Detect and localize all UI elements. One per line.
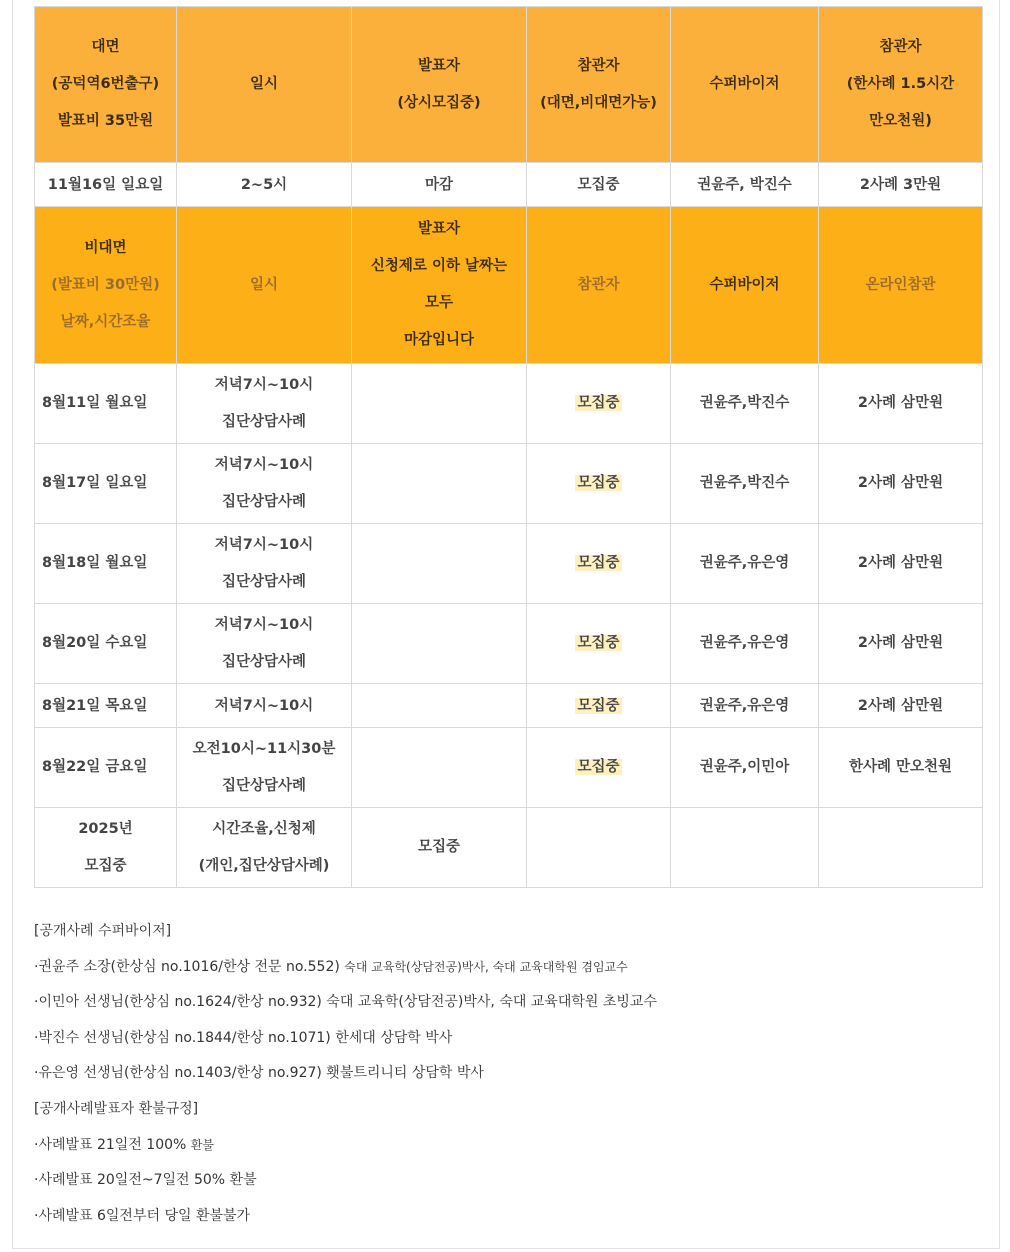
cell-time: 2~5시: [177, 163, 352, 207]
offline-header-row: [35, 7, 983, 163]
online-header-row: [35, 207, 983, 364]
cell-time: 시간조율,신청제 (개인,집단상담사례): [177, 808, 352, 888]
online-row: [35, 604, 983, 684]
cell-presenter: [352, 728, 527, 808]
header-supervisor: 수퍼바이저: [671, 7, 819, 163]
cell-date: 8월11일 월요일: [35, 364, 177, 444]
cell-date: 8월18일 월요일: [35, 524, 177, 604]
notes-section: [34, 916, 974, 1236]
cell-observer: 모집중: [527, 163, 671, 207]
cell-supervisor: 권윤주,유은영: [671, 524, 819, 604]
header-presenter: 발표자 신청제로 이하 날짜는 모두 마감입니다: [352, 207, 527, 364]
cell-presenter: [352, 604, 527, 684]
header-online-label: 비대면 (발표비 30만원) 날짜,시간조율: [35, 207, 177, 364]
header-datetime: 일시: [177, 207, 352, 364]
cell-fee: 2사례 삼만원: [819, 444, 983, 524]
refund-item: ·사례발표 21일전 100% 환불: [34, 1136, 214, 1153]
cell-date: 8월20일 수요일: [35, 604, 177, 684]
recruit-row: [35, 808, 983, 888]
cell-supervisor: 권윤주,유은영: [671, 684, 819, 728]
cell-supervisor: 권윤주, 박진수: [671, 163, 819, 207]
cell-time: 저녁7시~10시 집단상담사례: [177, 364, 352, 444]
header-offline-label: 대면 (공덕역6번출구) 발표비 35만원: [35, 7, 177, 163]
online-row: [35, 524, 983, 604]
cell-observer: 모집중: [527, 728, 671, 808]
cell-observer: 모집중: [527, 604, 671, 684]
supervisor-item: ·유은영 선생님(한상심 no.1403/한상 no.927) 횃불트리니티 상담학 박사: [34, 1065, 484, 1082]
supervisor-title: [공개사례 수퍼바이저]: [34, 923, 172, 939]
cell-time: 저녁7시~10시 집단상담사례: [177, 604, 352, 684]
cell-date: 11월16일 일요일: [35, 163, 177, 207]
cell-supervisor: 권윤주,유은영: [671, 604, 819, 684]
cell-fee: 2사례 삼만원: [819, 604, 983, 684]
supervisor-item: ·이민아 선생님(한상심 no.1624/한상 no.932) 숙대 교육학(상담전공)박사, 숙대 교육대학원 초빙교수: [34, 994, 657, 1011]
cell-supervisor: 권윤주,박진수: [671, 364, 819, 444]
cell-date: 8월21일 목요일: [35, 684, 177, 728]
cell-year: 2025년 모집중: [35, 808, 177, 888]
cell-presenter: [352, 364, 527, 444]
refund-item: ·사례발표 20일전~7일전 50% 환불: [34, 1172, 257, 1189]
cell-supervisor: [671, 808, 819, 888]
header-datetime: 일시: [177, 7, 352, 163]
header-observer-fee: 참관자 (한사례 1.5시간 만오천원): [819, 7, 983, 163]
cell-fee: [819, 808, 983, 888]
header-presenter: 발표자 (상시모집중): [352, 7, 527, 163]
cell-fee: 2사례 삼만원: [819, 524, 983, 604]
supervisor-item: ·박진수 선생님(한상심 no.1844/한상 no.1071) 한세대 상담학 박사: [34, 1029, 453, 1046]
cell-supervisor: 권윤주,박진수: [671, 444, 819, 524]
cell-observer: 모집중: [527, 684, 671, 728]
online-row: [35, 728, 983, 808]
refund-item: ·사례발표 6일전부터 당일 환불불가: [34, 1207, 251, 1224]
cell-date: 8월17일 일요일: [35, 444, 177, 524]
cell-observer: 모집중: [527, 364, 671, 444]
online-row: [35, 444, 983, 524]
cell-time: 저녁7시~10시: [177, 684, 352, 728]
cell-presenter: 모집중: [352, 808, 527, 888]
online-row: [35, 684, 983, 728]
cell-presenter: [352, 444, 527, 524]
cell-date: 8월22일 금요일: [35, 728, 177, 808]
cell-fee: 한사례 만오천원: [819, 728, 983, 808]
cell-time: 저녁7시~10시 집단상담사례: [177, 444, 352, 524]
cell-time: 저녁7시~10시 집단상담사례: [177, 524, 352, 604]
schedule-table: [34, 6, 983, 888]
cell-presenter: [352, 524, 527, 604]
header-online-observer: 온라인참관: [819, 207, 983, 364]
header-observer: 참관자: [527, 207, 671, 364]
offline-row: [35, 163, 983, 207]
cell-supervisor: 권윤주,이민아: [671, 728, 819, 808]
supervisor-item: ·권윤주 소장(한상심 no.1016/한상 전문 no.552) 숙대 교육학(상담전공)박사, 숙대 교육대학원 겸임교수: [34, 958, 628, 975]
cell-fee: 2사례 삼만원: [819, 364, 983, 444]
online-row: [35, 364, 983, 444]
cell-presenter: 마감: [352, 163, 527, 207]
cell-observer: 모집중: [527, 524, 671, 604]
cell-presenter: [352, 684, 527, 728]
header-supervisor: 수퍼바이저: [671, 207, 819, 364]
refund-title: [공개사례발표자 환불규정]: [34, 1100, 199, 1117]
cell-observer: [527, 808, 671, 888]
cell-fee: 2사례 3만원: [819, 163, 983, 207]
cell-time: 오전10시~11시30분 집단상담사례: [177, 728, 352, 808]
header-observer: 참관자 (대면,비대면가능): [527, 7, 671, 163]
cell-observer: 모집중: [527, 444, 671, 524]
cell-fee: 2사례 삼만원: [819, 684, 983, 728]
